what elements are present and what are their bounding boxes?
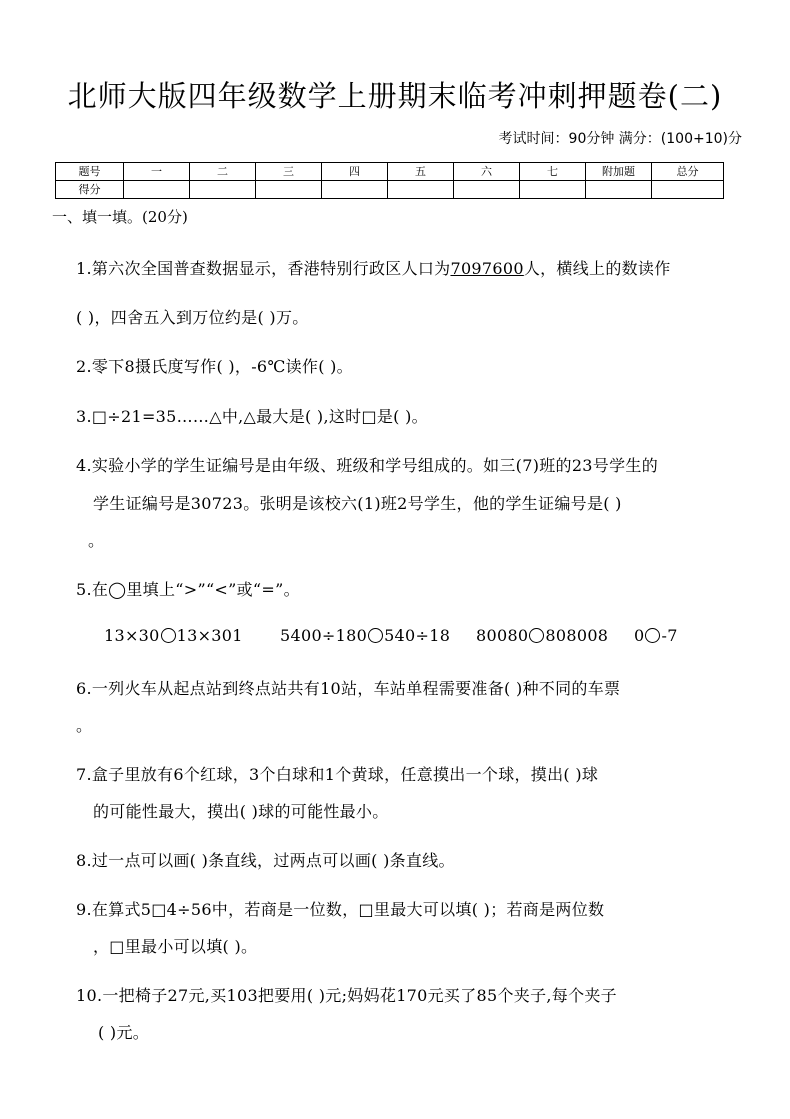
right-expression: 540÷18 <box>384 626 451 645</box>
question-5: 5.在◯里填上“>”“<”或“=”。 <box>76 580 300 599</box>
right-expression: -7 <box>661 626 678 645</box>
header-cell: 附加题 <box>586 163 652 181</box>
comparison-item <box>280 626 450 645</box>
question-4-line-3: 。 <box>88 531 105 550</box>
question-7-line-2: 的可能性最大，摸出( )球的可能性最小。 <box>93 802 389 821</box>
header-cell: 总分 <box>652 163 724 181</box>
left-expression: 80080 <box>476 626 529 645</box>
question-9-line-2: ，□里最小可以填( )。 <box>93 937 258 956</box>
score-table-score-row <box>56 181 724 199</box>
header-cell: 三 <box>256 163 322 181</box>
left-expression: 5400÷180 <box>280 626 368 645</box>
answer-circle[interactable] <box>161 628 176 643</box>
score-cell[interactable] <box>520 181 586 199</box>
header-cell: 二 <box>190 163 256 181</box>
score-cell[interactable] <box>388 181 454 199</box>
question-8: 8.过一点可以画( )条直线，过两点可以画( )条直线。 <box>76 851 455 870</box>
question-text: 人，横线上的数读作 <box>523 259 671 278</box>
score-cell[interactable] <box>454 181 520 199</box>
right-expression: 13×301 <box>176 626 243 645</box>
header-cell: 六 <box>454 163 520 181</box>
question-10-line-1: 10.一把椅子27元,买103把要用( )元;妈妈花170元买了85个夹子,每个夹子 <box>76 986 617 1005</box>
exam-info: 考试时间：90分钟 满分：(100+10)分 <box>498 131 742 147</box>
left-expression: 0 <box>634 626 645 645</box>
score-table-header-row <box>56 163 724 181</box>
header-cell: 题号 <box>56 163 124 181</box>
header-cell: 四 <box>322 163 388 181</box>
score-table <box>55 162 724 199</box>
question-7-line-1: 7.盒子里放有6个红球，3个白球和1个黄球，任意摸出一个球，摸出( )球 <box>76 765 599 784</box>
score-cell[interactable] <box>256 181 322 199</box>
question-4-line-1: 4.实验小学的学生证编号是由年级、班级和学号组成的。如三(7)班的23号学生的 <box>76 456 658 475</box>
question-4-line-2: 学生证编号是30723。张明是该校六(1)班2号学生，他的学生证编号是( ) <box>93 494 622 513</box>
question-3: 3.□÷21=35……△中,△最大是( ),这时□是( )。 <box>76 407 428 426</box>
header-cell: 五 <box>388 163 454 181</box>
score-cell[interactable] <box>190 181 256 199</box>
section-heading: 一、填一填。(20分) <box>52 208 188 226</box>
comparison-item <box>634 626 678 645</box>
question-1-line-2: ( )，四舍五入到万位约是( )万。 <box>76 308 309 327</box>
header-cell: 一 <box>124 163 190 181</box>
underlined-number: 7097600 <box>450 259 524 278</box>
score-cell[interactable] <box>586 181 652 199</box>
answer-circle[interactable] <box>529 628 544 643</box>
score-row-label: 得分 <box>56 181 124 199</box>
question-6-line-1: 6.一列火车从起点站到终点站共有10站，车站单程需要准备( )种不同的车票 <box>76 679 621 698</box>
question-text: 1.第六次全国普查数据显示，香港特别行政区人口为 <box>76 259 451 278</box>
answer-circle[interactable] <box>645 628 660 643</box>
question-10-line-2: ( )元。 <box>98 1023 150 1042</box>
score-cell[interactable] <box>124 181 190 199</box>
answer-circle[interactable] <box>368 628 383 643</box>
page-title: 北师大版四年级数学上册期末临考冲刺押题卷(二) <box>67 79 723 113</box>
comparison-item <box>476 626 608 645</box>
question-2: 2.零下8摄氏度写作( )，-6℃读作( )。 <box>76 357 353 376</box>
header-cell: 七 <box>520 163 586 181</box>
score-cell[interactable] <box>322 181 388 199</box>
question-1-line-1 <box>76 256 671 279</box>
score-cell[interactable] <box>652 181 724 199</box>
question-6-line-2: 。 <box>76 716 93 735</box>
left-expression: 13×30 <box>104 626 160 645</box>
comparison-item <box>104 626 243 645</box>
question-9-line-1: 9.在算式5□4÷56中，若商是一位数，□里最大可以填( )；若商是两位数 <box>76 900 605 919</box>
right-expression: 808008 <box>545 626 609 645</box>
